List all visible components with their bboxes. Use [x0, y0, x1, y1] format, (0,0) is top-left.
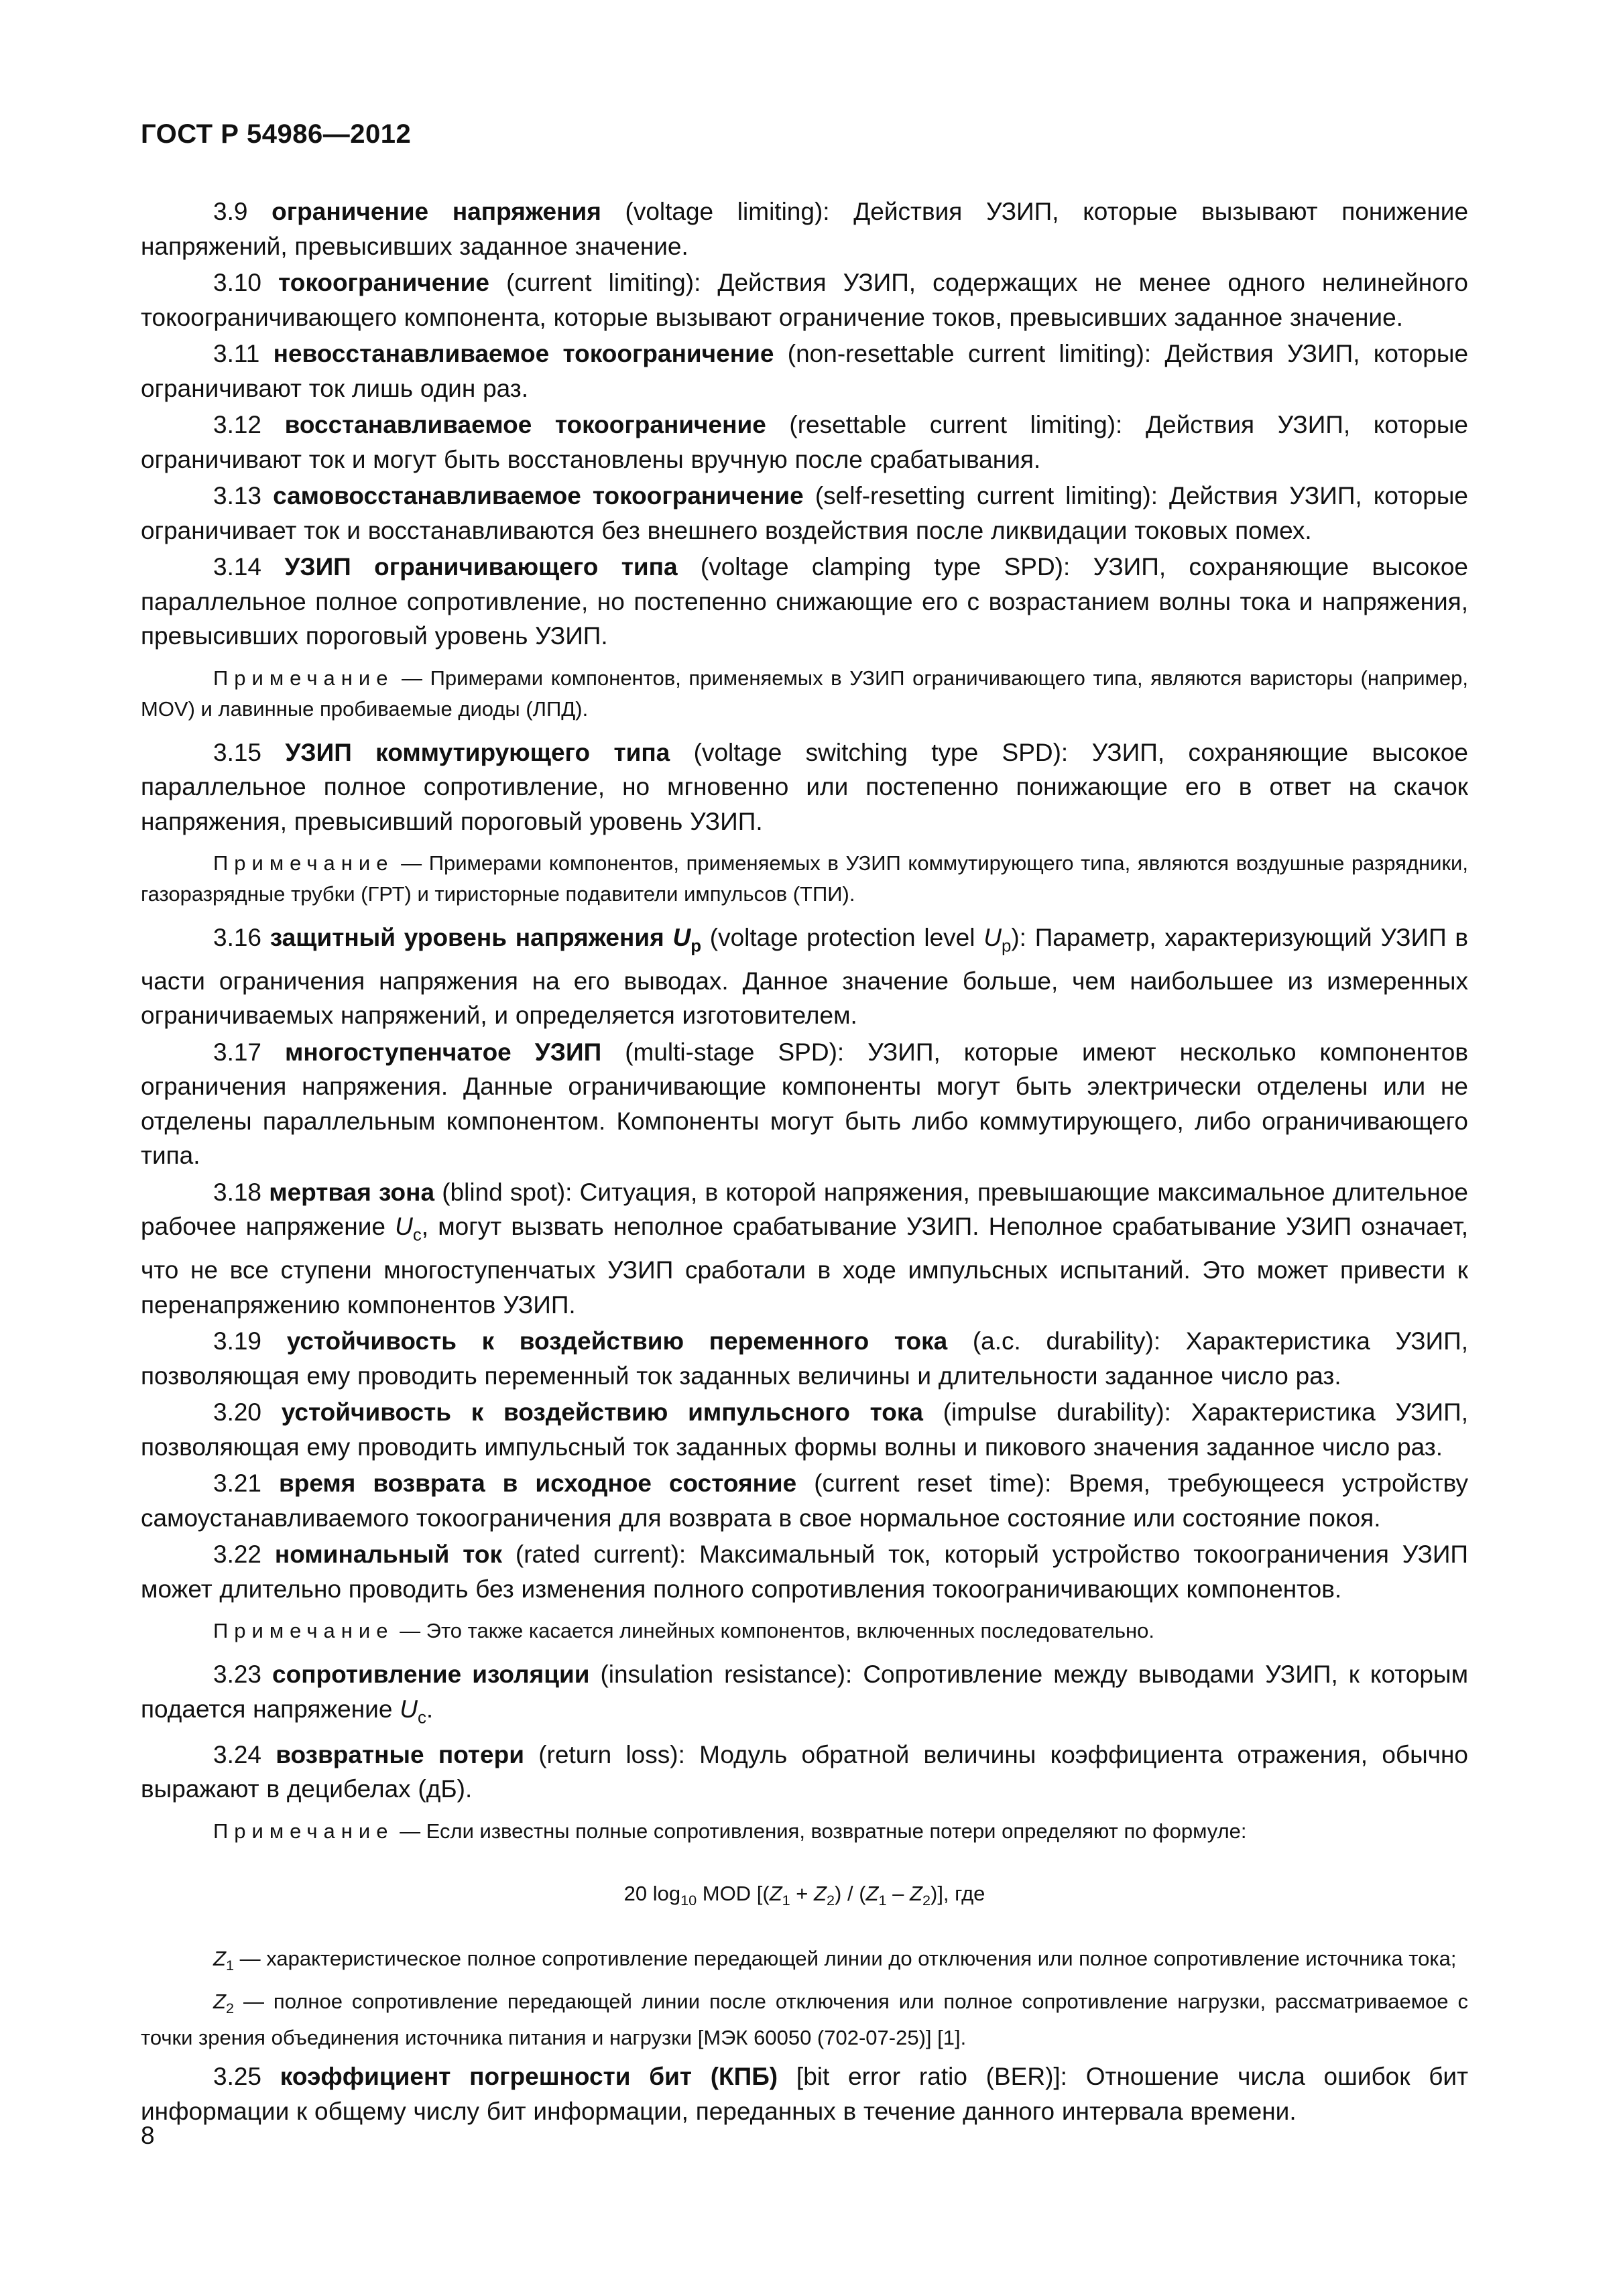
- clause-text: (current reset time): Время, требующееся устройству самоустанавливаемого токоограничения для возврата в свое нормальное состояние или состояние покоя.: [141, 1469, 1469, 1532]
- clause-number: 3.9: [213, 198, 248, 225]
- clause-term: коэффициент погрешности бит (КПБ): [280, 2063, 778, 2091]
- clause-number: 3.23: [213, 1660, 262, 1689]
- note-text: — Примерами компонентов, применяемых в УЗИП ограничивающего типа, являются варисторы (например, MOV) и лавинные пробиваемые диоды (ЛПД).: [141, 666, 1468, 721]
- clause-3-9: [141, 194, 1468, 263]
- clause-text-continued: , могут вызвать неполное срабатывание УЗИП. Неполное срабатывание УЗИП означает, что не все ступени многоступенчатых УЗИП сработали в ходе импульсных испытаний. Это может привести к перенапряжению компонентов УЗИП.: [141, 1213, 1469, 1319]
- document-code: ГОСТ Р 54986—2012: [141, 119, 412, 149]
- clause-number: 3.21: [213, 1469, 262, 1498]
- clause-3-18: [141, 1175, 1468, 1322]
- clause-3-23: [141, 1657, 1468, 1735]
- clause-text: (multi-stage SPD): УЗИП, которые имеют несколько компонентов ограничения напряжения. Данные ограничивающие компоненты могут быть электрически отделены или не отделены параллельным компонентом. Компоненты могут быть либо коммутирующего, либо ограничивающего типа.: [141, 1038, 1468, 1170]
- note-label: Примечание: [213, 666, 394, 690]
- clause-3-24: [141, 1738, 1468, 1807]
- symbol-subscript: c: [412, 1225, 422, 1245]
- clause-text: (insulation resistance): Сопротивление между выводами УЗИП, к которым подается напряжение: [141, 1660, 1468, 1723]
- clause-term: мертвая зона: [269, 1178, 435, 1206]
- clause-text: (voltage clamping type SPD): УЗИП, сохраняющие высокое параллельное полное сопротивление, но постепенно снижающие его с возрастанием волны тока и напряжения, превысивших пороговый уровень УЗИП.: [141, 553, 1468, 650]
- clause-3-11: [141, 337, 1468, 406]
- page-content: [141, 194, 1468, 2130]
- clause-text-continued: ): Параметр, характеризующий УЗИП в части ограничения напряжения на его выводах. Данное значение больше, чем наибольшее из измеренных ограничиваемых напряжений, и определяется изготовителем.: [141, 924, 1469, 1030]
- note-4: [141, 1816, 1468, 1847]
- clause-number: 3.15: [213, 738, 262, 766]
- clause-term: ограничение напряжения: [272, 198, 601, 225]
- clause-3-22: [141, 1537, 1468, 1606]
- clause-3-13: [141, 479, 1468, 548]
- note-label: Примечание: [213, 1819, 394, 1843]
- legend-z1: $Z_1$ — характеристическое полное сопротивление передающей линии до отключения или полное сопротивление источника тока;: [213, 1946, 1457, 1974]
- clause-text: (a.c. durability): Характеристика УЗИП, позволяющая ему проводить переменный ток заданных величины и длительности заданное число раз.: [141, 1327, 1469, 1390]
- clause-3-15: [141, 735, 1468, 839]
- clause-number: 3.24: [213, 1740, 262, 1768]
- clause-number: 3.12: [213, 411, 262, 438]
- clause-number: 3.17: [213, 1038, 262, 1066]
- clause-term: возвратные потери: [276, 1740, 524, 1768]
- page-number: 8: [141, 2122, 155, 2149]
- clause-term: УЗИП коммутирующего типа: [285, 738, 670, 766]
- clause-3-20: [141, 1395, 1468, 1464]
- note-label: Примечание: [213, 851, 394, 875]
- symbol-z: Z: [213, 1946, 226, 1970]
- symbol-u: U: [395, 1213, 413, 1241]
- clause-term: сопротивление изоляции: [272, 1660, 590, 1689]
- clause-number: 3.14: [213, 553, 262, 581]
- clause-text: (blind spot): Ситуация, в которой напряжения, превышающие максимальное длительное рабочее напряжение: [141, 1178, 1468, 1241]
- legend-z2: $Z_2$ — полное сопротивление передающей линии после отключения или полное сопротивление нагрузки, рассматриваемое с точки зрения объединения источника питания и нагрузки [МЭК 60050 (702-07-25)] [1].: [141, 1990, 1468, 2050]
- return-loss-formula: 20 $\log_{10}$ MOD $[(Z_1 + Z_2) / (Z_1 - Z_2)]$, где: [623, 1881, 985, 1909]
- clause-text: (voltage limiting): Действия УЗИП, которые вызывают понижение напряжений, превысивших заданное значение.: [141, 198, 1469, 260]
- clause-3-12: [141, 408, 1468, 477]
- symbol-z: Z: [213, 1990, 226, 2014]
- clause-text: (impulse durability): Характеристика УЗИП, позволяющая ему проводить импульсный ток заданных формы волны и пикового значения заданное число раз.: [141, 1398, 1468, 1461]
- clause-text: (non-resettable current limiting): Действия УЗИП, которые ограничивают ток лишь один раз.: [141, 340, 1469, 402]
- symbol-subscript: c: [417, 1708, 426, 1728]
- clause-term: УЗИП ограничивающего типа: [284, 553, 678, 581]
- symbol-u: U: [672, 924, 691, 951]
- note-3: [141, 1616, 1468, 1646]
- clause-term: устойчивость к воздействию переменного тока: [286, 1327, 948, 1355]
- symbol-subscript: p: [1001, 936, 1012, 956]
- note-text: — Примерами компонентов, применяемых в УЗИП коммутирующего типа, являются воздушные разрядники, газоразрядные трубки (ГРТ) и тиристорные подавители импульсов (ТПИ).: [141, 851, 1468, 906]
- clause-text: (resettable current limiting): Действия УЗИП, которые ограничивают ток и могут быть восстановлены вручную после срабатывания.: [141, 411, 1469, 473]
- clause-text: (voltage protection level: [709, 924, 975, 951]
- note-text: — Это также касается линейных компонентов, включенных последовательно.: [400, 1619, 1154, 1643]
- clause-number: 3.19: [213, 1327, 262, 1355]
- clause-3-21: [141, 1466, 1468, 1535]
- clause-3-16: [141, 920, 1468, 1033]
- note-text: — Если известны полные сопротивления, возвратные потери определяют по формуле:: [400, 1819, 1247, 1843]
- clause-term: время возврата в исходное состояние: [278, 1469, 797, 1498]
- clause-3-19: [141, 1324, 1468, 1393]
- clause-number: 3.22: [213, 1540, 262, 1569]
- clause-number: 3.25: [213, 2063, 262, 2091]
- clause-term: самовосстанавливаемое токоограничение: [273, 482, 804, 509]
- legend-text: — полное сопротивление передающей линии после отключения или полное сопротивление нагрузки, рассматриваемое с точки зрения объединения источника питания и нагрузки [МЭК 60050 (702-07-25)] [1].: [141, 1990, 1468, 2050]
- clause-term: номинальный ток: [274, 1540, 502, 1569]
- clause-term: восстанавливаемое токоограничение: [284, 411, 766, 438]
- clause-end: .: [426, 1695, 434, 1723]
- clause-3-25: [141, 2059, 1468, 2128]
- note-label: Примечание: [213, 1619, 394, 1643]
- symbol-u: U: [983, 924, 1002, 951]
- clause-number: 3.13: [213, 482, 262, 509]
- clause-term: невосстанавливаемое токоограничение: [273, 340, 774, 367]
- symbol-u: U: [400, 1695, 418, 1723]
- clause-number: 3.10: [213, 269, 262, 296]
- clause-term: защитный уровень напряжения: [269, 924, 664, 951]
- symbol-subscript: p: [690, 936, 702, 956]
- clause-number: 3.20: [213, 1398, 262, 1427]
- clause-text: (self-resetting current limiting): Действия УЗИП, которые ограничивает ток и восстанавливаются без внешнего воздействия после ликвидации токовых помех.: [141, 482, 1468, 544]
- note-1: [141, 663, 1468, 725]
- clause-text: (voltage switching type SPD): УЗИП, сохраняющие высокое параллельное полное сопротивление, но мгновенно или постепенно понижающие его в ответ на скачок напряжения, превысивший пороговый уровень УЗИП.: [141, 738, 1469, 835]
- clause-3-14: [141, 550, 1468, 654]
- clause-text: [bit error ratio (BER)]: Отношение числа ошибок бит информации к общему числу бит информации, переданных в течение данного интервала времени.: [141, 2063, 1469, 2125]
- clause-term: устойчивость к воздействию импульсного тока: [281, 1398, 923, 1427]
- clause-3-17: [141, 1035, 1468, 1173]
- clause-number: 3.16: [213, 924, 262, 951]
- clause-number: 3.11: [213, 340, 260, 367]
- note-2: [141, 848, 1468, 910]
- clause-text: (current limiting): Действия УЗИП, содержащих не менее одного нелинейного токоограничивающего компонента, которые вызывают ограничение токов, превысивших заданное значение.: [141, 269, 1469, 331]
- legend-text: — характеристическое полное сопротивление передающей линии до отключения или полное сопротивление источника тока;: [239, 1946, 1457, 1970]
- clause-number: 3.18: [213, 1178, 262, 1206]
- clause-3-10: [141, 265, 1468, 335]
- clause-text: (rated current): Максимальный ток, который устройство токоограничения УЗИП может длительно проводить без изменения полного сопротивления токоограничивающих компонентов.: [141, 1540, 1469, 1603]
- clause-term: многоступенчатое УЗИП: [285, 1038, 602, 1066]
- clause-term: токоограничение: [278, 269, 489, 296]
- clause-text: (return loss): Модуль обратной величины коэффициента отражения, обычно выражают в децибелах (дБ).: [141, 1740, 1468, 1803]
